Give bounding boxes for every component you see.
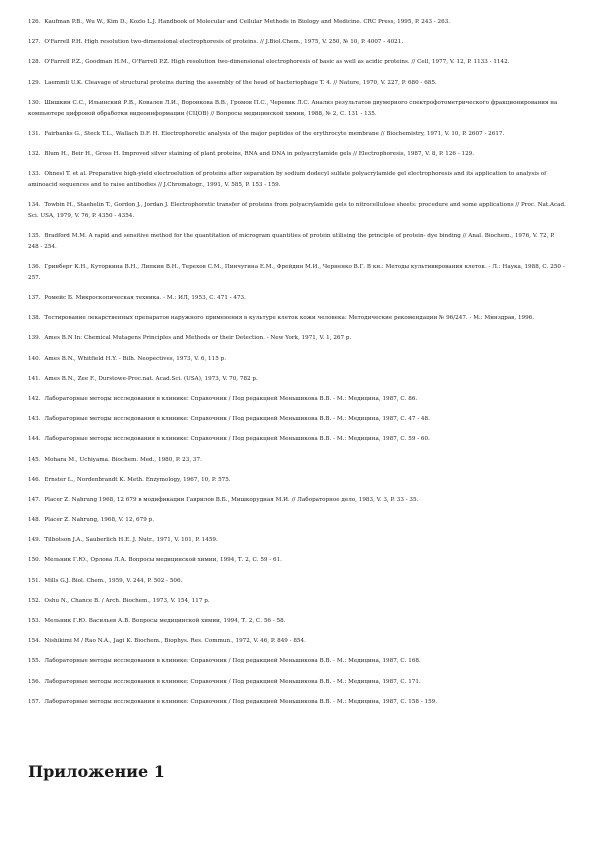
reference-number: 145. — [28, 456, 41, 463]
reference-number: 152. — [28, 597, 41, 604]
reference-text: O'Farrell P.H. High resolution two-dimensional electrophoresis of proteins. // J.Biol.Chem., 1975, V. 250, № 10, P. 4007 - 4021. — [44, 39, 404, 46]
reference-item — [28, 374, 566, 385]
reference-text: Tilbotson J.A., Sauberlich H.E. J. Nutr., 1971, V. 101, P. 1459. — [44, 537, 218, 544]
reference-number: 139. — [28, 335, 41, 342]
reference-number: 135. — [28, 233, 41, 240]
reference-text: Ames B.N In: Chemical Mutagens Principles and Methods or their Detection. - New York, 1971, V. 1, 267 p. — [44, 335, 352, 342]
appendix-heading: Приложение 1 — [28, 762, 165, 781]
reference-number: 140. — [28, 355, 41, 362]
reference-number: 146. — [28, 476, 41, 483]
reference-text: Ernster L., Nordenbrandt K. Meth. Enzymology, 1967, 10, P. 575. — [44, 476, 231, 483]
reference-number: 136. — [28, 264, 41, 271]
reference-text: Тестирование лекарственных препаратов наружного применения в культуре клеток кожи человека: Методические рекомендации № 96/247. - М.: Минздрав, 1996. — [44, 315, 535, 322]
reference-text: O'Farrell P.Z., Goodman H.M., O'Farrell P.Z. High resolution two-dimensional electrophoresis of basic as well as acidic proteins. // Cell, 1977, V. 12, P. 1133 - 1142. — [44, 59, 510, 66]
reference-number: 151. — [28, 577, 41, 584]
reference-number: 148. — [28, 517, 41, 524]
reference-text: Nishikimi M / Rao N.A., Jagi K. Biochem., Biophys. Res. Commun., 1972, V. 46, P. 849 - 854. — [44, 638, 306, 645]
reference-text: Fairbanks G., Steck T.L., Wallach D.F. H. Electrophoretic analysis of the major peptides of the erythrocyte membrane // Biochemistry, 1971, V. 10, P. 2607 - 2617. — [44, 130, 505, 137]
reference-item — [28, 262, 566, 284]
reference-item — [28, 576, 566, 587]
reference-number: 130. — [28, 99, 41, 106]
reference-text: Bradford M.M. A rapid and sensitive method for the quantitation of microgram quantities of protein utilising the principle of protein- dye binding // Anal. Biochem., 1976, V. 72, P. 248 - 254. — [28, 233, 555, 250]
reference-item — [28, 17, 566, 28]
reference-number: 133. — [28, 171, 41, 178]
reference-text: Гринберг К.Н., Куторкина В.Н., Липкин В.Н., Терехов С.М., Пинчугина Е.М., Фрейдин М.И., Черненко В.Г. В кн.: Методы культивирования клеток. - Л.: Наука, 1988, С. 250 - 257. — [28, 264, 565, 281]
reference-number: 127. — [28, 39, 41, 46]
reference-text: Шишкин С.С., Ильинский Р.В., Ковалев Л.И., Воронкова В.В., Громов П.С., Черевик Л.С. Анализ результатов двумерного спектрофотометрического фракционирования на компьютере цифровой обработки видеоинформации (СЦОВ) // Вопросы медицинской химии, 1988, № 2, С. 131 - 135. — [28, 99, 558, 117]
reference-item — [28, 333, 566, 344]
reference-item — [28, 313, 566, 324]
reference-item — [28, 78, 566, 89]
reference-number: 157. — [28, 698, 41, 705]
reference-number: 143. — [28, 416, 41, 423]
reference-text: Mohara M., Uchiyama. Biochem. Med., 1980, P. 23, 37. — [44, 456, 202, 463]
reference-item — [28, 149, 566, 160]
reference-number: 126. — [28, 19, 41, 25]
reference-item — [28, 200, 566, 222]
reference-item — [28, 57, 566, 68]
reference-item — [28, 555, 566, 566]
reference-number: 141. — [28, 375, 41, 382]
reference-text: Мельник Г.Ю. Васильев А.В. Вопросы медицинской химии, 1994, Т. 2, С. 56 - 58. — [44, 618, 286, 625]
reference-item — [28, 495, 566, 506]
reference-item — [28, 697, 566, 708]
reference-list — [28, 17, 566, 717]
reference-text: Лабораторные методы исследования в клинике: Справочник / Под редакцией Меньшикова В.В. - М.: Медицина, 1987, С. 171. — [44, 678, 421, 685]
reference-item — [28, 37, 566, 48]
reference-number: 156. — [28, 678, 41, 685]
reference-number: 154. — [28, 638, 41, 645]
reference-text: Лабораторные методы исследования в клинике: Справочник / Под редакцией Меньшикова В.В. - М.: Медицина, 1987, С. 158 - 159. — [44, 698, 438, 705]
reference-text: Ames B.N., Zee F., Durstowe-Proc.nat. Acad.Sci. (USA), 1973, V. 70, 782 p. — [44, 375, 258, 382]
reference-item — [28, 98, 566, 120]
reference-item — [28, 616, 566, 627]
reference-item — [28, 677, 566, 688]
reference-text: Ames B.N., Whitfield H.Y. - Bilh. Neopectives, 1973, V. 6, 115 p. — [44, 355, 226, 362]
reference-number: 137. — [28, 295, 41, 302]
reference-text: Placer Z. Nahrung 1968, 12 679 в модификации Гаврилов В.Б., Мишкорудная М.И. // Лабораторное дело, 1983, V. 3, P. 33 - 35. — [44, 496, 419, 503]
reference-item — [28, 129, 566, 140]
reference-item — [28, 636, 566, 647]
reference-item — [28, 656, 566, 667]
reference-number: 147. — [28, 496, 41, 503]
reference-text: Лабораторные методы исследования в клинике: Справочник / Под редакцией Меньшикова В.В. - М.: Медицина, 1987, С. 86. — [44, 395, 418, 402]
reference-number: 144. — [28, 436, 41, 443]
reference-item — [28, 394, 566, 405]
reference-text: Laemmli U.K. Cleavage of structural proteins during the assembly of the head of bacteriophage T. 4. // Nature, 1970, V. 227, P. 680 - 685. — [44, 79, 437, 86]
reference-text: Лабораторные методы исследования в клинике: Справочник / Под редакцией Меньшикова В.В. - М.: Медицина, 1987, С. 168. — [44, 658, 421, 665]
reference-text: Мельник Г.Ю., Орлова Л.А. Вопросы медицинской химии, 1994, Т. 2, С. 59 - 61. — [44, 557, 282, 564]
reference-item — [28, 231, 566, 253]
reference-number: 132. — [28, 150, 41, 157]
reference-text: Mills G.J. Biol. Chem., 1959, V. 244, P. 502 - 506. — [44, 577, 183, 584]
reference-number: 150. — [28, 557, 41, 564]
reference-text: Ohnesl T. et al. Preparative high-yield electroelution of proteins after separation by sodium dodecyl sulfate polyacrylamide gel electrophoresis and its application to analysis of aminoacid sequences and to raise antibodies // J.Chromatogr., 1991, V. 585, P. 153 - 159. — [28, 171, 547, 188]
reference-text: Лабораторные методы исследования в клинике: Справочник / Под редакцией Меньшикова В.В. - М.: Медицина, 1987, С. 47 - 48. — [44, 416, 430, 423]
reference-item — [28, 293, 566, 304]
reference-text: Ромейс Б. Микроскопическая техника. - М.: ИЛ, 1953, С. 471 - 473. — [44, 295, 246, 302]
reference-number: 149. — [28, 537, 41, 544]
reference-text: Towbin H., Staehelin T., Gordon J., Jordan J. Electrophoretic transfer of proteins from polyacrylamide gels to nitrocellulose sheets: procedure and some applications // Proc. Nat.Acad. Sci. USA, 1979, V. 76, P. 4350 - 4354. — [28, 202, 566, 219]
reference-text: Placer Z. Nahrung, 1968, V. 12, 679 p. — [44, 517, 154, 524]
reference-number: 153. — [28, 618, 41, 625]
reference-item — [28, 596, 566, 607]
reference-text: Oshu N., Chance B. / Arch. Biochem., 1973, V. 154, 117 p. — [44, 597, 210, 604]
reference-item — [28, 515, 566, 526]
reference-number: 155. — [28, 658, 41, 665]
reference-text: Лабораторные методы исследования в клинике: Справочник / Под редакцией Меньшикова В.В. - М.: Медицина, 1987, С. 59 - 60. — [44, 436, 430, 443]
reference-number: 138. — [28, 315, 41, 322]
reference-text: Blum H., Beir H., Gross H. Improved silver staining of plant proteins, RNA and DNA in polyacrylamide gels // Electrophoresis, 1987, V. 8, P. 126 - 129. — [44, 150, 475, 157]
reference-item — [28, 354, 566, 365]
reference-number: 128. — [28, 59, 41, 66]
reference-number: 129. — [28, 79, 41, 86]
reference-item — [28, 535, 566, 546]
reference-item — [28, 455, 566, 466]
reference-number: 142. — [28, 395, 41, 402]
reference-number: 134. — [28, 202, 41, 209]
reference-text: Kaufman P.B., Wu W., Kim D., Kozlo L.J. Handbook of Molecular and Cellular Methods in Biology and Medicine. CRC Press, 1995, P. 243 - 263. — [44, 19, 451, 25]
reference-item — [28, 434, 566, 445]
reference-number: 131. — [28, 130, 41, 137]
reference-item — [28, 169, 566, 191]
reference-item — [28, 414, 566, 425]
reference-item — [28, 475, 566, 486]
